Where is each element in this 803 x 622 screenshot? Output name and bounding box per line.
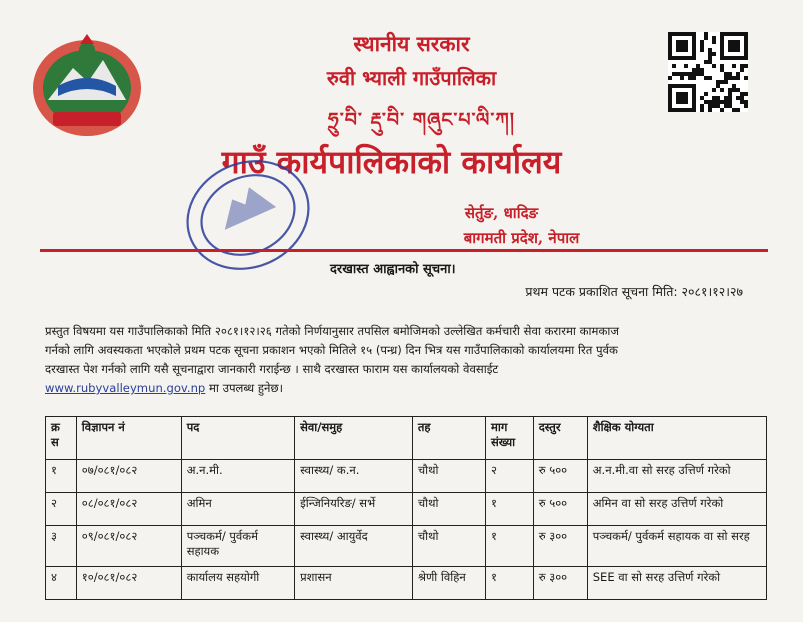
notice-body: [45, 322, 767, 398]
office-stamp-icon: [178, 150, 318, 280]
header-line-1: स्थानीय सरकार: [353, 31, 470, 56]
column-header: सेवा/समुह: [295, 417, 413, 460]
table-cell: पञ्चकर्म/ पुर्वकर्म सहायक: [181, 526, 294, 567]
vacancy-table: [45, 416, 767, 600]
body-line-4-tail: मा उपलब्ध हुनेछ।: [205, 381, 283, 395]
table-cell: SEE वा सो सरह उत्तिर्ण गरेको: [587, 567, 766, 600]
table-cell: १: [485, 493, 533, 526]
table-cell: १: [485, 567, 533, 600]
header-divider: [40, 249, 768, 252]
body-line-2: गर्नको लागि अवस्यकता भएकोले प्रथम पटक सूचना प्रकाशन भएको मितिले १५ (पन्ध्र) दिन भित्र यस गाउँपालिकाको कार्यालयमा रित पुर्वक: [45, 343, 618, 357]
publication-date: प्रथम पटक प्रकाशित सूचना मिति: २०८१।१२।२७: [525, 284, 743, 299]
table-cell: ईन्जिनियरिङ/ सर्भे: [295, 493, 413, 526]
table-cell: रु ५००: [533, 493, 587, 526]
table-cell: १०/०८१/०८२: [76, 567, 181, 600]
column-header: शैक्षिक योग्यता: [587, 417, 766, 460]
table-row: [46, 460, 767, 493]
table-cell: कार्यालय सहयोगी: [181, 567, 294, 600]
table-cell: स्वास्थ्य/ आयुर्वेद: [295, 526, 413, 567]
table-cell: अ.न.मी.वा सो सरह उत्तिर्ण गरेको: [587, 460, 766, 493]
table-cell: चौथो: [412, 460, 485, 493]
column-header: माग संख्या: [485, 417, 533, 460]
table-cell: अमिन वा सो सरह उत्तिर्ण गरेको: [587, 493, 766, 526]
column-header: क्र स: [46, 417, 77, 460]
table-cell: १: [485, 526, 533, 567]
body-line-3: दरखास्त पेश गर्नको लागि यसै सूचनाद्वारा जानकारी गराईन्छ । साथै दरखास्त फाराम यस कार्यालयको वेवसाईट: [45, 362, 499, 376]
table-header-row: [46, 417, 767, 460]
table-row: [46, 567, 767, 600]
table-cell: रु ५००: [533, 460, 587, 493]
website-link[interactable]: www.rubyvalleymun.gov.np: [45, 381, 206, 395]
column-header: विज्ञापन नं: [76, 417, 181, 460]
table-cell: अमिन: [181, 493, 294, 526]
table-cell: रु ३००: [533, 526, 587, 567]
address-line-1: सेर्तुङ, धादिङ: [464, 204, 539, 222]
table-row: [46, 493, 767, 526]
table-cell: ४: [46, 567, 77, 600]
table-cell: पञ्चकर्म/ पुर्वकर्म सहायक वा सो सरह: [587, 526, 766, 567]
body-line-1: प्रस्तुत विषयमा यस गाउँपालिकाको मिति २०८१।१२।२६ गतेको निर्णयानुसार तपसिल बमोजिमको उल्लेखित कर्मचारी सेवा करारमा कामकाज: [45, 324, 619, 338]
table-cell: स्वास्थ्य/ क.न.: [295, 460, 413, 493]
address-line-2: बागमती प्रदेश, नेपाल: [463, 229, 580, 247]
table-cell: १: [46, 460, 77, 493]
column-header: दस्तुर: [533, 417, 587, 460]
table-cell: ०९/०८१/०८२: [76, 526, 181, 567]
municipality-name-tibetan: ཧྲུ་བི་ རྡུ་བི་ གཞུང་པ་ལི་ཀ།: [328, 109, 515, 131]
table-cell: ३: [46, 526, 77, 567]
notice-title: दरखास्त आह्वानको सूचना।: [330, 262, 456, 277]
table-cell: ०७/०८१/०८२: [76, 460, 181, 493]
column-header: तह: [412, 417, 485, 460]
table-cell: ०८/०८१/०८२: [76, 493, 181, 526]
table-cell: प्रशासन: [295, 567, 413, 600]
table-cell: २: [46, 493, 77, 526]
office-name: गाउँ कार्यपालिकाको कार्यालय: [221, 143, 562, 181]
column-header: पद: [181, 417, 294, 460]
table-cell: रु ३००: [533, 567, 587, 600]
municipality-name: रुवी भ्याली गाउँपालिका: [326, 66, 497, 90]
table-cell: श्रेणी विहिन: [412, 567, 485, 600]
body-line-4: [45, 379, 767, 398]
table-row: [46, 526, 767, 567]
table-cell: चौथो: [412, 526, 485, 567]
table-cell: २: [485, 460, 533, 493]
table-cell: चौथो: [412, 493, 485, 526]
table-cell: अ.न.मी.: [181, 460, 294, 493]
